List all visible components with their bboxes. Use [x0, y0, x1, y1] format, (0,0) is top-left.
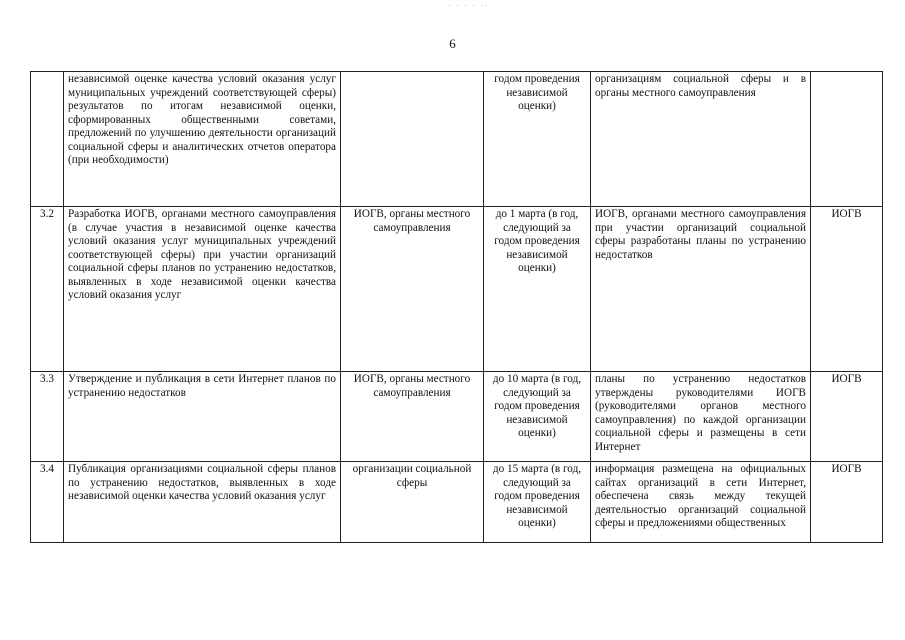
responsible-cell: организации социальной сферы: [341, 462, 484, 543]
expected-result-cell: ИОГВ, органами местного самоуправления при участии организаций социальной сферы разработаны планы по устранению недостатков: [591, 207, 811, 372]
deadline-cell: до 15 марта (в год, следующий за годом проведения независимой оценки): [484, 462, 591, 543]
deadline-cell: до 1 марта (в год, следующий за годом проведения независимой оценки): [484, 207, 591, 372]
row-number-cell: 3.2: [31, 207, 64, 372]
row-number-cell: [31, 72, 64, 207]
plan-table: [30, 71, 883, 543]
expected-result-cell: планы по устранению недостатков утверждены руководителями ИОГВ (руководителями органов местного самоуправления) по каждой организации социальной сферы и размещены в сети Интернет: [591, 372, 811, 462]
page-number: 6: [449, 36, 456, 51]
deadline-cell: годом проведения независимой оценки): [484, 72, 591, 207]
activity-description-cell: Разработка ИОГВ, органами местного самоуправления (в случае участия в независимой оценке качества условий оказания услуг муниципальных учреждений соответствующей сферы) при участии организаций социальной сферы планов по устранению недостатков, выявленных в ходе независимой оценки качества условий оказания услуг: [64, 207, 341, 372]
activity-description-cell: Публикация организациями социальной сферы планов по устранению недостатков, выявленных в ходе независимой оценки качества условий оказания услуг: [64, 462, 341, 543]
table-row: [31, 207, 883, 372]
control-cell: ИОГВ: [811, 462, 883, 543]
activity-description-cell: Утверждение и публикация в сети Интернет планов по устранению недостатков: [64, 372, 341, 462]
responsible-cell: ИОГВ, органы местного самоуправления: [341, 207, 484, 372]
control-cell: ИОГВ: [811, 372, 883, 462]
table-row: [31, 462, 883, 543]
row-number-cell: 3.3: [31, 372, 64, 462]
table-row: [31, 372, 883, 462]
responsible-cell: [341, 72, 484, 207]
activity-description-cell: независимой оценке качества условий оказания услуг муниципальных учреждений соответствующей сферы) результатов по итогам независимой оценки, сформированных общественными советами, предложений по улучшению деятельности организаций социальной сферы и аналитических отчетов оператора (при необходимости): [64, 72, 341, 207]
expected-result-cell: информация размещена на официальных сайтах организаций в сети Интернет, обеспечена связь между текущей деятельностью организаций социальной сферы и предложениями общественных: [591, 462, 811, 543]
scan-artifact-marks: · · · · ··: [448, 2, 489, 10]
expected-result-cell: организациям социальной сферы и в органы местного самоуправления: [591, 72, 811, 207]
responsible-cell: ИОГВ, органы местного самоуправления: [341, 372, 484, 462]
table-row: [31, 72, 883, 207]
control-cell: ИОГВ: [811, 207, 883, 372]
deadline-cell: до 10 марта (в год, следующий за годом проведения независимой оценки): [484, 372, 591, 462]
row-number-cell: 3.4: [31, 462, 64, 543]
control-cell: [811, 72, 883, 207]
